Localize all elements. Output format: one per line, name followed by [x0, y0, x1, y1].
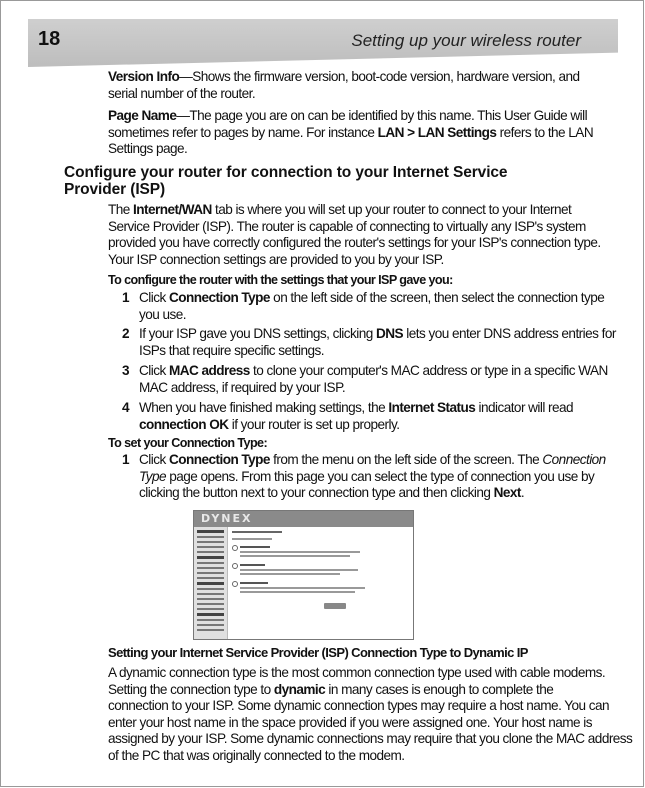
- configure-step2-line1: If your ISP gave you DNS settings, clicking DNS lets you enter DNS address entries for: [139, 326, 616, 341]
- page-name-line2: sometimes refer to pages by name. For instance LAN > LAN Settings refers to the LAN: [108, 124, 594, 140]
- step-number: 1: [122, 452, 130, 467]
- configure-step1-line2: you use.: [139, 306, 186, 322]
- screenshot-content: [228, 527, 413, 639]
- configure-step4-line1: When you have finished making settings, the Internet Status indicator will read: [139, 400, 574, 415]
- page-number: 18: [38, 28, 61, 50]
- internet-wan-line3: provided you have correctly configured the router's settings for your ISP's connection type.: [108, 235, 601, 251]
- configure-step4-line2: connection OK if your router is set up properly.: [139, 416, 400, 432]
- conntype-step1-line2: Type page opens. From this page you can select the type of connection you use by: [139, 468, 595, 484]
- version-info-line1: Version Info—Shows the firmware version, boot-code version, hardware version, and: [108, 69, 580, 84]
- internet-wan-line4: Your ISP connection settings are provided to you by your ISP.: [108, 251, 444, 267]
- step-number: 4: [122, 400, 130, 415]
- internet-wan-line1: The Internet/WAN tab is where you will set up your router to connect to your Internet: [108, 202, 572, 217]
- screenshot-sidebar: [194, 527, 228, 639]
- page-name-line1: Page Name—The page you are on can be identified by this name. This User Guide will: [108, 108, 588, 123]
- conntype-step1-line1: Click Connection Type from the menu on the left side of the screen. The Connection: [139, 452, 606, 467]
- dynamic-line4: enter your host name in the space provided if you were assigned one. Your host name is: [108, 714, 592, 730]
- step-number: 1: [122, 290, 130, 305]
- internet-wan-line2: Service Provider (ISP). The router is capable of connecting to virtually any ISP's system: [108, 218, 586, 234]
- screenshot-next-button: [324, 603, 346, 609]
- running-title: Setting up your wireless router: [351, 31, 581, 50]
- version-info-line2: serial number of the router.: [108, 85, 256, 101]
- configure-heading: To configure the router with the settings that your ISP gave you:: [108, 273, 453, 287]
- configure-step3-line2: MAC address, if required by your ISP.: [139, 379, 346, 395]
- dynex-logo: DYNEX: [201, 512, 253, 525]
- screenshot-header-bar: [194, 511, 413, 527]
- conntype-step1-line3: clicking the button next to your connection type and then clicking Next.: [139, 485, 525, 501]
- dynamic-line2: Setting the connection type to dynamic in many cases is enough to complete the: [108, 681, 554, 697]
- dynamic-line1: A dynamic connection type is the most common connection type used with cable modems.: [108, 665, 606, 680]
- router-screenshot: [193, 510, 414, 640]
- configure-step2-line2: ISPs that require specific settings.: [139, 342, 324, 358]
- step-number: 2: [122, 326, 130, 341]
- dynamic-line5: assigned by your ISP. Some dynamic connections may require that you clone the MAC address: [108, 731, 633, 747]
- configure-step1-line1: Click Connection Type on the left side of the screen, then select the connection type: [139, 290, 605, 305]
- section-heading: Configure your router for connection to your Internet Service Provider (ISP): [64, 164, 508, 198]
- dynamic-line6: of the PC that was originally connected to the modem.: [108, 748, 405, 763]
- page-name-line3: Settings page.: [108, 141, 188, 157]
- configure-step3-line1: Click MAC address to clone your computer's MAC address or type in a specific WAN: [139, 363, 608, 378]
- conntype-heading: To set your Connection Type:: [108, 436, 268, 450]
- step-number: 3: [122, 363, 130, 378]
- dynamic-line3: connection to your ISP. Some dynamic connection types may require a host name. You can: [108, 698, 610, 714]
- dynamic-heading: Setting your Internet Service Provider (ISP) Connection Type to Dynamic IP: [108, 645, 528, 660]
